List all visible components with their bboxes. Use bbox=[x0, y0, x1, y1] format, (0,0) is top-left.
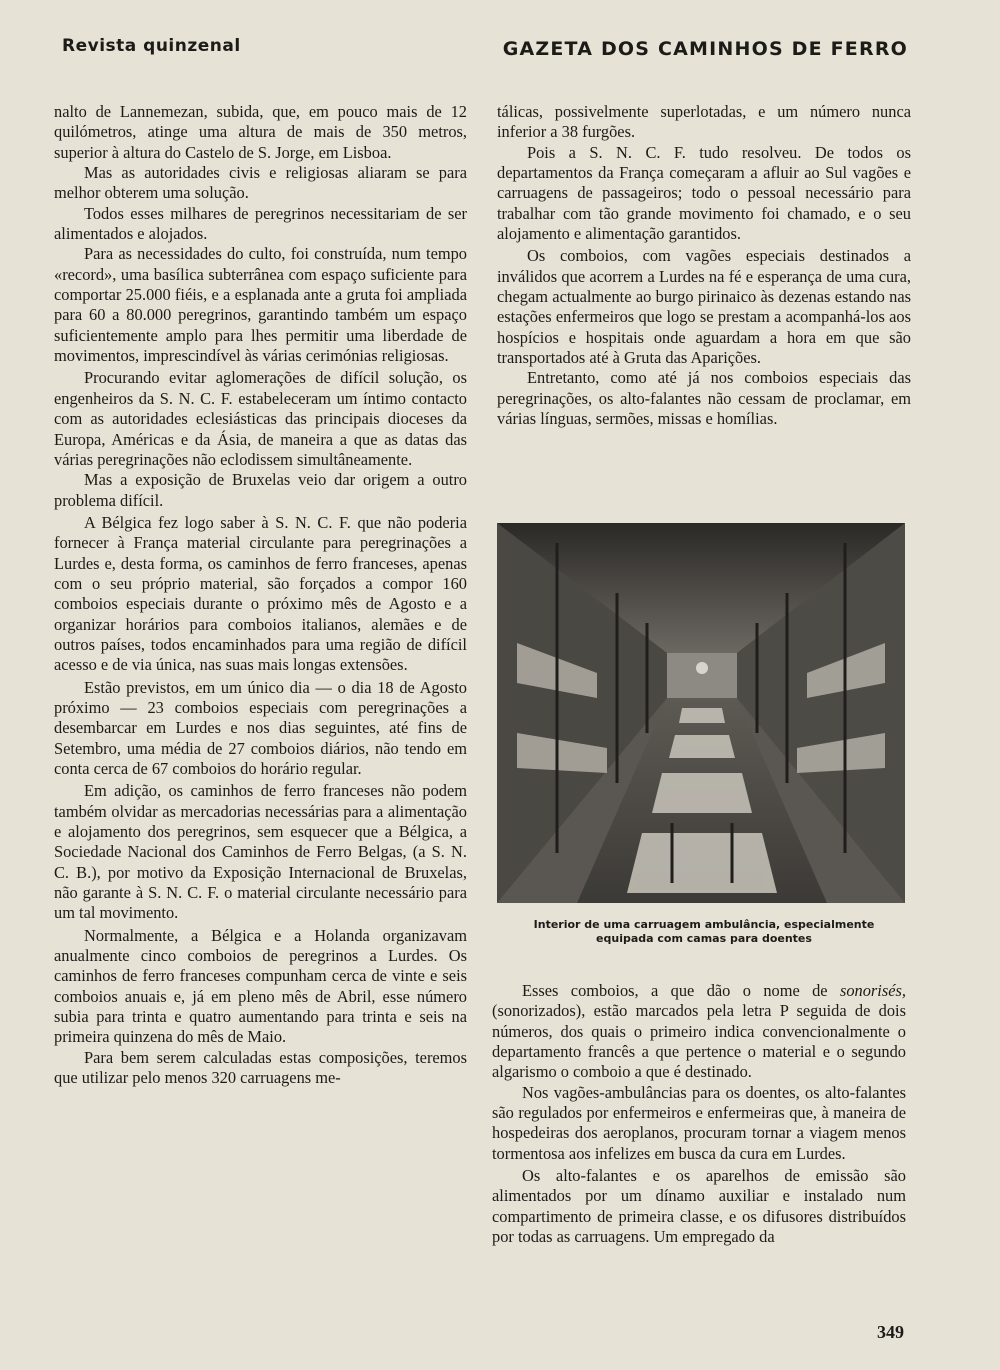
paragraph bbox=[492, 981, 906, 1083]
right-column-bottom bbox=[492, 981, 906, 1247]
right-column-top bbox=[497, 102, 911, 430]
running-header-left: Revista quinzenal bbox=[62, 36, 241, 56]
page-number: 349 bbox=[877, 1322, 904, 1342]
paragraph: Procurando evitar aglomerações de difícil solução, os engenheiros da S. N. C. F. estabeleceram um íntimo contacto com as autoridades eclesiásticas das principais dioceses da Europa, Américas e da Ásia, de maneira a que as datas das várias peregrinações não eclodissem simultâneamente. bbox=[54, 368, 467, 469]
paragraph: tálicas, possivelmente superlotadas, e um número nunca inferior a 38 furgões. bbox=[497, 102, 911, 142]
ambulance-carriage-photo bbox=[497, 523, 905, 903]
paragraph: nalto de Lannemezan, subida, que, em pouco mais de 12 quilómetros, atinge uma altura de mais de 350 metros, superior à altura do Castelo de S. Jorge, em Lisboa. bbox=[54, 102, 467, 162]
paragraph: Nos vagões-ambulâncias para os doentes, os alto-falantes são regulados por enfermeiros e enfermeiras que, à maneira de hospedeiras dos aeroplanos, procuram tornar a viagem menos tormentosa aos infelizes em busca da cura em Lurdes. bbox=[492, 1082, 906, 1163]
paragraph: Os comboios, com vagões especiais destinados a inválidos que acorrem a Lurdes na fé e esperança de uma cura, chegam actualmente ao burgo pirinaico às dezenas estando nas estações enfermeiros que logo se prestam a acompanhá-los aos hospícios e hospitais onde aguardam a hora em que são transportados até à Gruta das Aparições. bbox=[497, 246, 911, 368]
paragraph: Para bem serem calculadas estas composições, teremos que utilizar pelo menos 320 carruagens me- bbox=[54, 1047, 467, 1088]
running-header-right: GAZETA DOS CAMINHOS DE FERRO bbox=[502, 38, 908, 60]
paragraph: Todos esses milhares de peregrinos necessitariam de ser alimentados e alojados. bbox=[54, 203, 467, 244]
paragraph-text: (sonorizados), estão marcados pela letra P seguida de dois números, dos quais o primeiro indica convencionalmente o departamento francês a que pertence o material e o segundo algarismo o comboio a que é destinado. bbox=[492, 1001, 906, 1082]
italic-term: sonorisés, bbox=[839, 981, 906, 1000]
paragraph: Normalmente, a Bélgica e a Holanda organizavam anualmente cinco comboios de peregrinos a Lurdes. Os caminhos de ferro franceses compunham cerca de vinte e seis comboios anuais e, já em pleno mês de Abril, esse número subia para trinta e quatro aumentando para trinta e seis na primeira quinzena do mês de Maio. bbox=[54, 925, 467, 1047]
paragraph: A Bélgica fez logo saber à S. N. C. F. que não poderia fornecer à França material circulante para peregrinações a Lurdes e, desta forma, os caminhos de ferro franceses, apenas com o seu próprio material, são forçados a compor 160 comboios especiais durante o próximo mês de Agosto e a organizar horários para comboios italianos, alemães e de outros países, todos encaminhados para uma região de difícil acesso e de via única, nas suas mais longas extensões. bbox=[54, 512, 467, 675]
paragraph: Estão previstos, em um único dia — o dia 18 de Agosto próximo — 23 comboios especiais com peregrinações a desembarcar em Lurdes e nos dias seguintes, até fins de Setembro, uma média de 27 comboios diários, não tendo em conta cerca de 67 comboios do horário regular. bbox=[54, 677, 467, 778]
paragraph: Os alto-falantes e os aparelhos de emissão são alimentados por um dínamo auxiliar e instalado num compartimento de primeira classe, e os difusores distribuídos por todas as carruagens. Um empregado da bbox=[492, 1166, 906, 1247]
paragraph: Mas a exposição de Bruxelas veio dar origem a outro problema difícil. bbox=[54, 470, 467, 510]
photo-caption: Interior de uma carruagem ambulância, especialmente equipada com camas para doentes bbox=[533, 918, 875, 945]
paragraph: Para as necessidades do culto, foi construída, num tempo «record», uma basílica subterrânea com espaço suficiente para comportar 25.000 fiéis, e a esplanada ante a gruta foi ampliada para 60 a 80.000 peregrinos, garantindo também um espaço suficientemente amplo para lhes permitir uma liberdade de movimentos, imprescindível às várias cerimónias religiosas. bbox=[54, 244, 467, 366]
paragraph: Pois a S. N. C. F. tudo resolveu. De todos os departamentos da França começaram a afluir ao Sul vagões e carruagens de passageiros; todo o pessoal necessário para trabalhar com tão grande movimento foi chamado, e o seu alojamento e alimentação garantidos. bbox=[497, 142, 911, 244]
paragraph: Em adição, os caminhos de ferro franceses não podem também olvidar as mercadorias necessárias para a alimentação e alojamento dos peregrinos, sem esquecer que a Bélgica, a Sociedade Nacional dos Caminhos de Ferro Belgas, (a S. N. C. B.), por motivo da Exposição Internacional de Bruxelas, não garante à S. N. C. F. o material circulante necessário para um tal movimento. bbox=[54, 781, 467, 923]
paragraph-text: Esses comboios, a que dão o nome de bbox=[522, 981, 840, 1000]
left-column bbox=[54, 102, 467, 1089]
paragraph: Mas as autoridades civis e religiosas aliaram se para melhor obterem uma solução. bbox=[54, 163, 467, 203]
paragraph: Entretanto, como até já nos comboios especiais das peregrinações, os alto-falantes não cessam de proclamar, em várias línguas, sermões, missas e homílias. bbox=[497, 368, 911, 429]
